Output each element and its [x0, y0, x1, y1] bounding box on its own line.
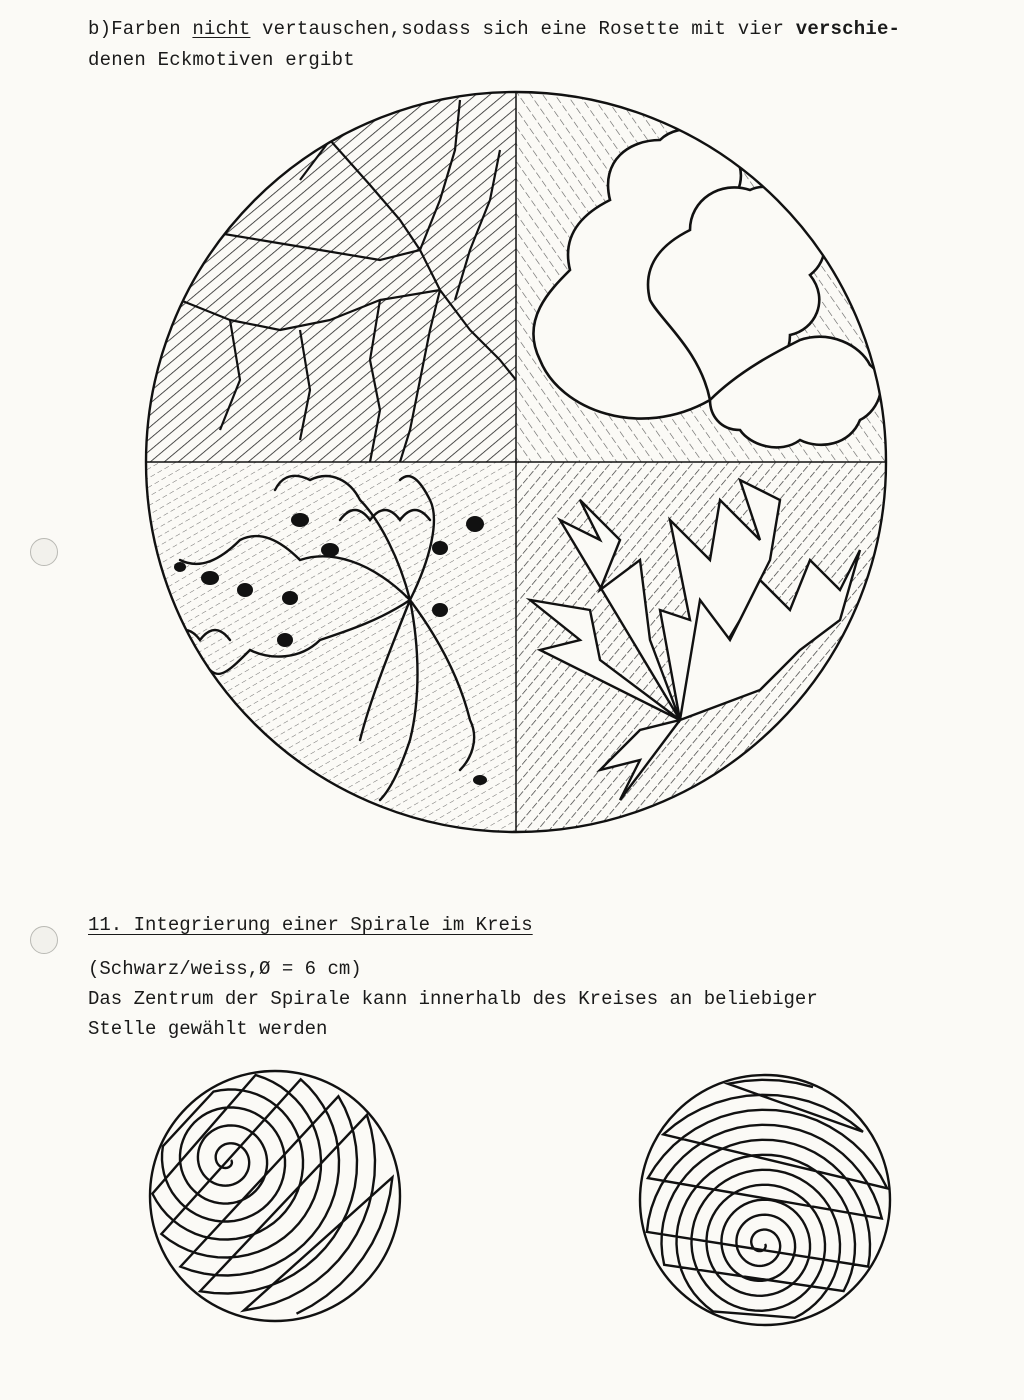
section-spec: (Schwarz/weiss,Ø = 6 cm)	[88, 958, 362, 980]
quadrant-waves	[140, 462, 516, 842]
spiral-figure-left	[150, 1071, 400, 1321]
instruction-hyphen-word: verschie-	[795, 18, 901, 40]
spiral-figure-right	[640, 1075, 890, 1325]
quadrant-lightning	[516, 462, 896, 842]
section-text-line-2: Stelle gewählt werden	[88, 1018, 328, 1040]
instruction-b-label: b)Farben	[88, 18, 193, 40]
section-title: 11. Integrierung einer Spirale im Kreis	[88, 914, 533, 936]
section-text-line-1: Das Zentrum der Spirale kann innerhalb des Kreises an beliebiger	[88, 988, 818, 1010]
underlined-nicht: nicht	[192, 18, 251, 40]
instruction-text: vertauschen,sodass sich eine Rosette mit vier	[250, 18, 796, 40]
punch-hole	[30, 926, 58, 954]
punch-hole	[30, 538, 58, 566]
instruction-line-2: denen Eckmotiven ergibt	[88, 49, 355, 71]
